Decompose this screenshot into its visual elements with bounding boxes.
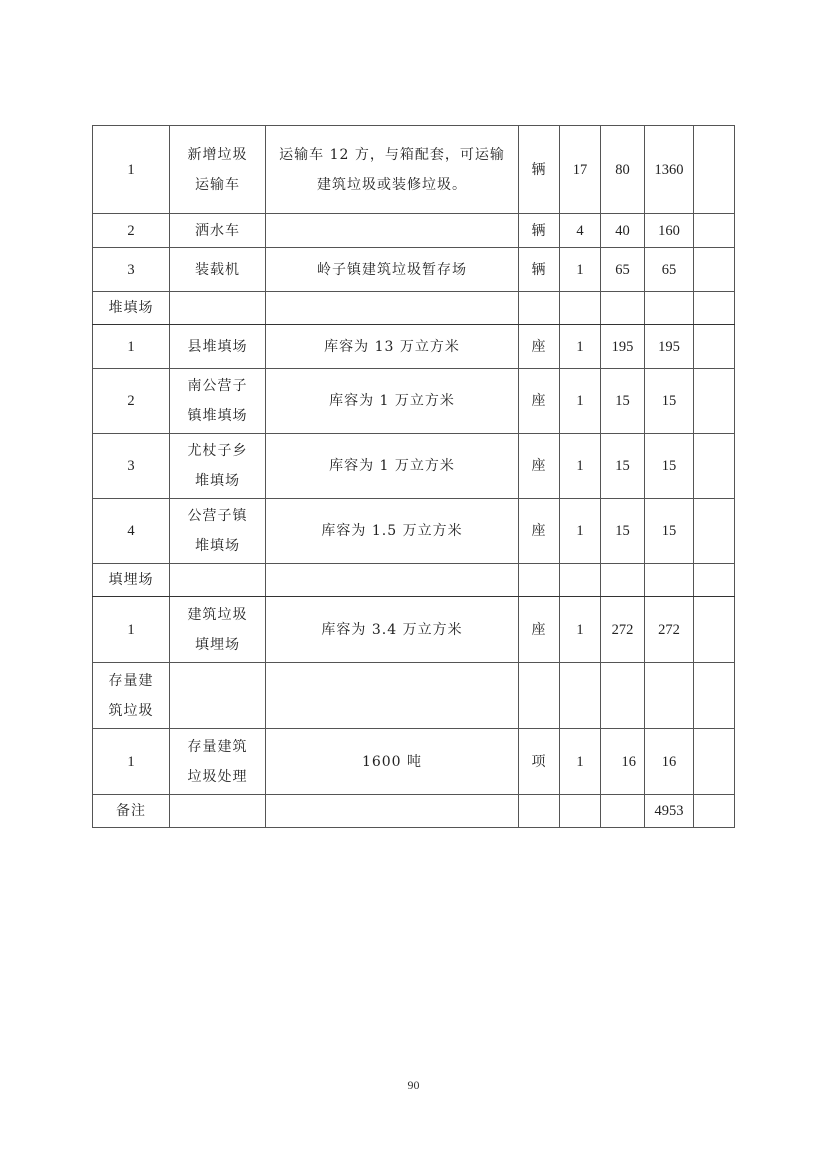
- item-name: 建筑垃圾填埋场: [170, 597, 266, 663]
- section-row: [93, 663, 735, 729]
- item-total: 1360: [645, 126, 694, 214]
- item-name: 公营子镇堆填场: [170, 499, 266, 564]
- section-title: 填埋场: [93, 564, 170, 597]
- row-number: 3: [93, 434, 170, 499]
- table-row: [93, 729, 735, 795]
- item-total: 15: [645, 434, 694, 499]
- item-unit-price: 272: [601, 597, 645, 663]
- item-name: 南公营子镇堆填场: [170, 369, 266, 434]
- item-unit: 座: [519, 597, 560, 663]
- row-number: 2: [93, 369, 170, 434]
- table-row: [93, 369, 735, 434]
- item-spec: 运输车 12 方，与箱配套，可运输建筑垃圾或装修垃圾。: [266, 126, 519, 214]
- item-note: [694, 214, 735, 248]
- item-unit: 座: [519, 369, 560, 434]
- item-spec: 库容为 1.5 万立方米: [266, 499, 519, 564]
- section-title: 堆填场: [93, 292, 170, 325]
- table-row: [93, 248, 735, 292]
- row-number: 1: [93, 325, 170, 369]
- item-total: 160: [645, 214, 694, 248]
- item-name: 县堆填场: [170, 325, 266, 369]
- item-note: [694, 248, 735, 292]
- table-row: [93, 325, 735, 369]
- item-total: 65: [645, 248, 694, 292]
- item-name: 存量建筑垃圾处理: [170, 729, 266, 795]
- item-unit: 辆: [519, 126, 560, 214]
- item-quantity: 1: [560, 597, 601, 663]
- item-spec: 库容为 3.4 万立方米: [266, 597, 519, 663]
- equipment-cost-table: [92, 125, 735, 828]
- item-note: [694, 499, 735, 564]
- item-note: [694, 325, 735, 369]
- item-unit: 座: [519, 499, 560, 564]
- item-spec: 1600 吨: [266, 729, 519, 795]
- item-unit: 辆: [519, 248, 560, 292]
- item-total: 15: [645, 369, 694, 434]
- item-unit-price: 16: [601, 729, 645, 795]
- remarks-row: [93, 795, 735, 828]
- item-quantity: 1: [560, 325, 601, 369]
- item-note: [694, 434, 735, 499]
- section-row: [93, 564, 735, 597]
- grand-total: 4953: [645, 795, 694, 828]
- item-unit: 座: [519, 325, 560, 369]
- item-name: 新增垃圾运输车: [170, 126, 266, 214]
- item-quantity: 1: [560, 248, 601, 292]
- item-note: [694, 369, 735, 434]
- row-number: 3: [93, 248, 170, 292]
- item-quantity: 4: [560, 214, 601, 248]
- item-unit-price: 40: [601, 214, 645, 248]
- table-row: [93, 126, 735, 214]
- item-quantity: 1: [560, 499, 601, 564]
- section-title: 存量建筑垃圾: [93, 663, 170, 729]
- item-spec: [266, 214, 519, 248]
- item-unit-price: 15: [601, 434, 645, 499]
- item-total: 16: [645, 729, 694, 795]
- item-name: 洒水车: [170, 214, 266, 248]
- row-number: 1: [93, 126, 170, 214]
- item-unit: 辆: [519, 214, 560, 248]
- item-total: 272: [645, 597, 694, 663]
- item-quantity: 17: [560, 126, 601, 214]
- table-row: [93, 214, 735, 248]
- item-total: 15: [645, 499, 694, 564]
- item-spec: 库容为 13 万立方米: [266, 325, 519, 369]
- item-unit-price: 15: [601, 369, 645, 434]
- item-spec: 库容为 1 万立方米: [266, 434, 519, 499]
- remarks-label: 备注: [93, 795, 170, 828]
- item-name: 尤杖子乡堆填场: [170, 434, 266, 499]
- item-name: 装载机: [170, 248, 266, 292]
- table-row: [93, 597, 735, 663]
- item-unit-price: 15: [601, 499, 645, 564]
- page-number: 90: [407, 1078, 420, 1092]
- row-number: 1: [93, 729, 170, 795]
- item-note: [694, 597, 735, 663]
- table-row: [93, 499, 735, 564]
- item-quantity: 1: [560, 729, 601, 795]
- item-spec: 岭子镇建筑垃圾暂存场: [266, 248, 519, 292]
- item-unit: 座: [519, 434, 560, 499]
- item-unit-price: 195: [601, 325, 645, 369]
- table-row: [93, 434, 735, 499]
- row-number: 1: [93, 597, 170, 663]
- item-note: [694, 126, 735, 214]
- item-unit: 项: [519, 729, 560, 795]
- row-number: 2: [93, 214, 170, 248]
- item-unit-price: 80: [601, 126, 645, 214]
- item-spec: 库容为 1 万立方米: [266, 369, 519, 434]
- section-row: [93, 292, 735, 325]
- item-note: [694, 729, 735, 795]
- row-number: 4: [93, 499, 170, 564]
- item-quantity: 1: [560, 369, 601, 434]
- item-total: 195: [645, 325, 694, 369]
- item-quantity: 1: [560, 434, 601, 499]
- item-unit-price: 65: [601, 248, 645, 292]
